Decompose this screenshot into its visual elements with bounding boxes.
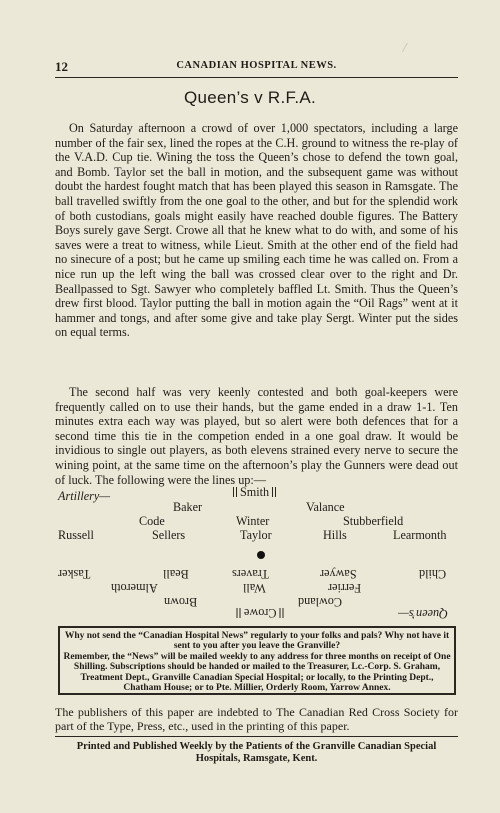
artillery-half-centre: Winter: [236, 514, 270, 528]
artillery-back-left: Baker: [173, 500, 203, 514]
notice-line-2: Remember, the “News” will be mailed weekly to any address for three months on receipt of One Shilling. Subscriptions should be handed or mailed to the Treasurer, Lc.-Corp. S. Graham, Treatment Dept., Granville Canadian Special Hospital; or locally, to the Printing Dept., Chatham House; or to Pte. Millier, Orderly Room, Yarrow Annex.: [63, 651, 451, 694]
queens-forward-5: Child: [419, 567, 447, 581]
page-number: 12: [55, 59, 68, 74]
queens-back-left: Brown: [164, 595, 198, 609]
footer-rule: [55, 736, 458, 737]
artillery-half-left: Code: [139, 514, 165, 528]
printer-imprint: Printed and Published Weekly by the Patients of the Granville Canadian Special Hospitals, Ramsgate, Kent.: [76, 741, 437, 764]
queens-forward-3: Travers: [232, 567, 269, 581]
artillery-goal: Smith: [230, 485, 279, 500]
football-icon: [257, 551, 265, 559]
queens-half-centre: Wall: [243, 581, 266, 595]
queens-half-right: Ferrier: [328, 581, 362, 595]
article-paragraph-2: The second half was very keenly contested and both goal-keepers were frequently called on to use their hands, but the game ended in a draw 1-1. Ten minutes extra each way was played, but so alert were both defences that for a second time this tie in the competion ended in a one goal draw. It would be invidious to single out players, as both elevens strained every nerve to secure the wining point, at the same time on the afternoon’s play the Gunners were dead out of luck. The following were the lines up:—: [55, 385, 458, 487]
queens-back-right: Cowland: [298, 595, 343, 609]
queens-half-left: Almeroth: [111, 581, 158, 595]
queens-goal: Crowe: [234, 605, 287, 620]
queens-forward-4: Sawyer: [320, 567, 357, 581]
publishers-note: The publishers of this paper are indebted to The Canadian Red Cross Society for part of the Type, Press, etc., used in the printing of this paper.: [55, 705, 458, 733]
artillery-forward-1: Russell: [58, 528, 94, 542]
article-title: Queen’s v R.F.A.: [183, 88, 317, 107]
queens-forward-2: Beall: [163, 567, 189, 581]
artillery-forward-2: Sellers: [152, 528, 186, 542]
queens-forward-1: Tasker: [58, 567, 91, 581]
artillery-back-right: Valance: [306, 500, 345, 514]
artillery-forward-3: Taylor: [240, 528, 272, 542]
artillery-forward-5: Learmonth: [393, 528, 447, 542]
running-head: CANADIAN HOSPITAL NEWS.: [176, 60, 337, 71]
notice-line-1: Why not send the “Canadian Hospital News” regularly to your folks and pals? Why not have it sent to you after you leave the Granville?: [64, 631, 450, 652]
article-paragraph-1: On Saturday afternoon a crowd of over 1,000 spectators, including a large number of the fair sex, lined the ropes at the C.H. ground to witness the re-play of the V.A.D. Cup tie. Wining the toss the Queen’s chose to defend the town goal, and Bomb. Taylor set the ball in motion, and the subsequent game was without doubt the hardest fought match that has been played this season in Ramsgate. The ball travelled swiftly from the one goal to the other, and but for the splendid work of both custodians, goals might easily have reached double figures. The Battery Boys surely gave Sergt. Crowe all that he knew what to do with, and some of his saves were a treat to witness, while Lieut. Smith at the other end of the field had no sinecure of a post; but he came up smiling each time he was called on. From a nice run up the left wing the ball was crossed clear over to the right and Dr. Beallpassed to Sgt. Sawyer who completely baffled Lt. Smith. Thus the Queen’s drew first blood. Taylor putting the ball in motion again the “Oil Rags” went at it hammer and tongs, and after some give and take play Sergt. Winter put the sides on equal terms.: [55, 121, 458, 340]
subscription-notice: [63, 631, 451, 693]
artillery-half-right: Stubberfield: [343, 514, 404, 528]
artillery-label: Artillery—: [58, 489, 111, 503]
queens-label: Queen’s—: [398, 607, 448, 621]
artillery-forward-4: Hills: [323, 528, 347, 542]
